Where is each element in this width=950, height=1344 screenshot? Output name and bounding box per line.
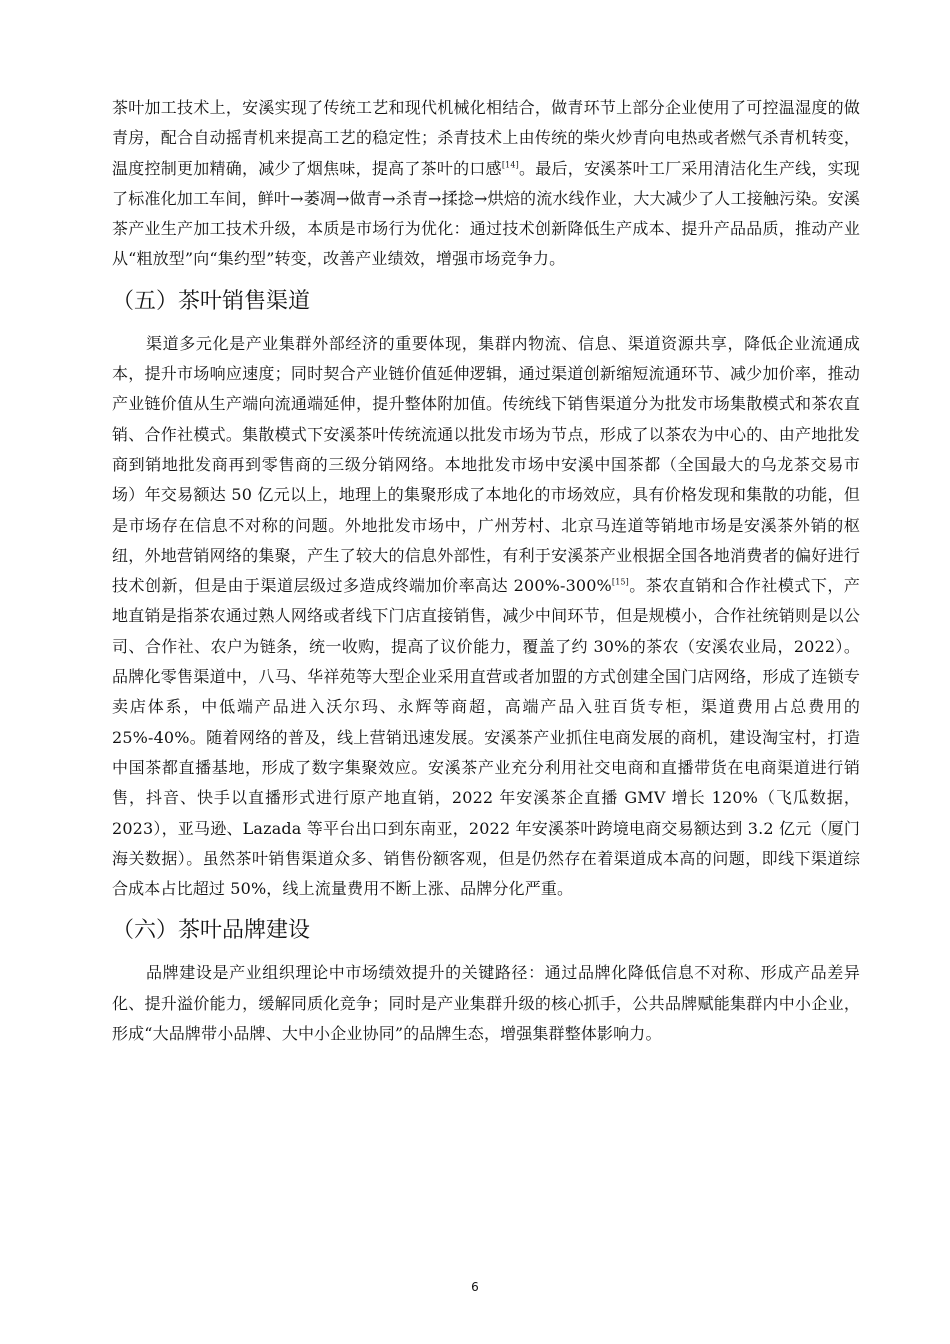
section-heading-brand-building: （六）茶叶品牌建设 (112, 918, 311, 944)
page-number: 6 (471, 1280, 479, 1294)
citation-ref: [14] (501, 160, 519, 170)
paragraph-text: 。茶农直销和合作社模式下，产地直销是指茶农通过熟人网络或者线下门店直接销售，减少中间环节，但是规模小，合作社统销则是以公司、合作社、农户为链条，统一收购，提高了议价能力，覆盖了约 30%的茶农（安溪农业局，2022）。品牌化零售渠道中，八马、华祥苑等大型企业采用直营或者加盟的方式创建全国门店网络，形成了连锁专卖店体系，中低端产品进入沃尔玛、永辉等商超，高端产品入驻百货专柜，渠道费用占总费用的 25%-40%。随着网络的普及，线上营销迅速发展。安溪茶产业抓住电商发展的商机，建设淘宝村，打造中国茶都直播基地，形成了数字集聚效应。安溪茶产业充分利用社交电商和直播带货在电商渠道进行销售，抖音、快手以直播形式进行原产地直销，2022 年安溪茶企直播 GMV 增长 120%（飞瓜数据，2023），亚马逊、Lazada 等平台出口到东南亚，2022 年安溪茶叶跨境电商交易额达到 3.2 亿元（厦门海关数据）。虽然茶叶销售渠道众多、销售份额客观，但是仍然存在着渠道成本高的问题，即线下渠道综合成本占比超过 50%，线上流量费用不断上涨、品牌分化严重。 (112, 576, 861, 899)
paragraph-text: 茶叶加工技术上，安溪实现了传统工艺和现代机械化相结合，做青环节上部分企业使用了可控温湿度的做青房，配合自动摇青机来提高工艺的稳定性；杀青技术上由传统的柴火炒青向电热或者燃气杀青机转变，温度控制更加精确，减少了烟焦味，提高了茶叶的口感 (112, 98, 860, 178)
paragraph-text: 渠道多元化是产业集群外部经济的重要体现，集群内物流、信息、渠道资源共享，降低企业流通成本，提升市场响应速度；同时契合产业链价值延伸逻辑，通过渠道创新缩短流通环节、减少加价率，推动产业链价值从生产端向流通端延伸，提升整体附加值。传统线下销售渠道分为批发市场集散模式和茶农直销、合作社模式。集散模式下安溪茶叶传统流通以批发市场为节点，形成了以茶农为中心的、由产地批发商到销地批发商再到零售商的三级分销网络。本地批发市场中安溪中国茶都（全国最大的乌龙茶交易市场）年交易额达 50 亿元以上，地理上的集聚形成了本地化的市场效应，具有价格发现和集散的功能，但是市场存在信息不对称的问题。外地批发市场中，广州芳村、北京马连道等销地市场是安溪茶外销的枢纽，外地营销网络的集聚，产生了较大的信息外部性，有利于安溪茶产业根据全国各地消费者的偏好进行技术创新，但是由于渠道层级过多造成终端加价率高达 200%-300% (112, 333, 860, 596)
paragraph-brand-building (112, 958, 860, 1049)
paragraph-text: 品牌建设是产业组织理论中市场绩效提升的关键路径：通过品牌化降低信息不对称、形成产品差异化、提升溢价能力，缓解同质化竞争；同时是产业集群升级的核心抓手，公共品牌赋能集群内中小企业，形成“大品牌带小品牌、大中小企业协同”的品牌生态，增强集群整体影响力。 (112, 963, 860, 1044)
paragraph-processing-tech (112, 93, 860, 275)
paragraph-sales-channels (112, 329, 860, 905)
section-heading-sales-channels: （五）茶叶销售渠道 (112, 288, 311, 314)
page-content (112, 93, 860, 1049)
citation-ref: [15] (611, 577, 629, 587)
paragraph-text: 。最后，安溪茶叶工厂采用清洁化生产线，实现了标准化加工车间，鲜叶→萎凋→做青→杀青→揉捻→烘焙的流水线作业，大大减少了人工接触污染。安溪茶产业生产加工技术升级，本质是市场行为优化：通过技术创新降低生产成本、提升产品品质，推动产业从“粗放型”向“集约型”转变，改善产业绩效，增强市场竞争力。 (112, 158, 860, 269)
